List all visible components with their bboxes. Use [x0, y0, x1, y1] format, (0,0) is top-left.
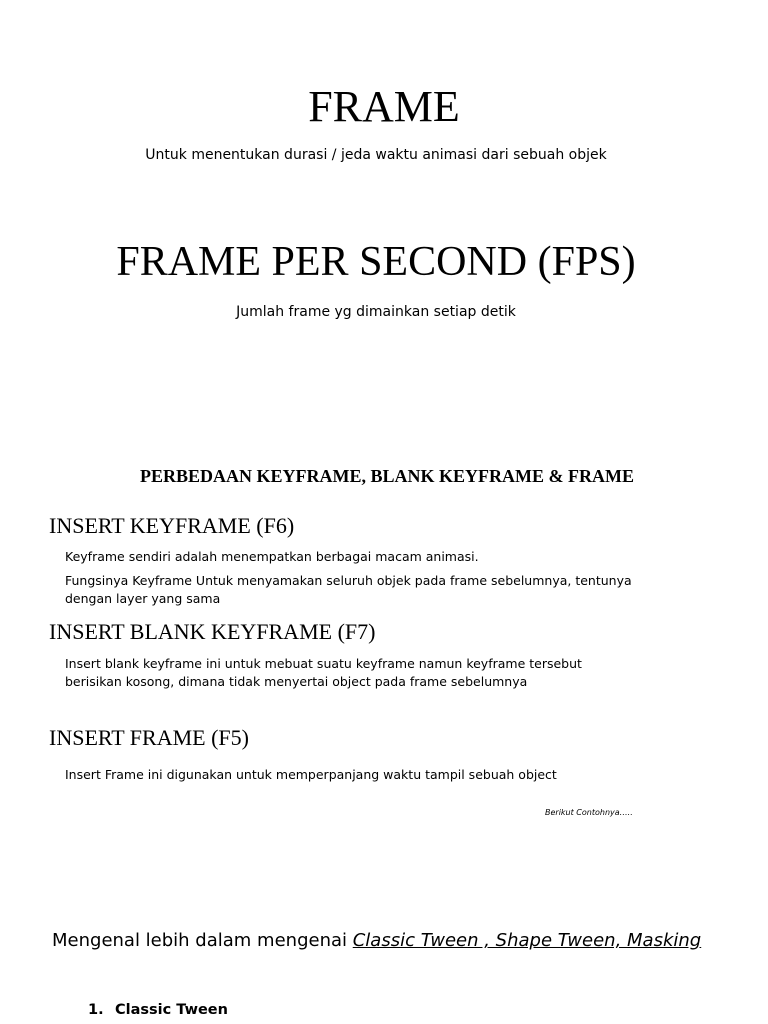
insert-frame-heading: INSERT FRAME (F5) — [49, 725, 249, 750]
insert-frame-line-1: Insert Frame ini digunakan untuk memperpanjang waktu tampil sebuah object — [65, 767, 557, 782]
insert-keyframe-line-3: dengan layer yang sama — [65, 591, 221, 606]
list-item — [88, 1000, 228, 1020]
list-item-number: 1. — [88, 1002, 104, 1018]
frame-title: FRAME — [308, 82, 460, 131]
intro-topics-link[interactable]: Classic Tween , Shape Tween, Masking — [352, 930, 702, 951]
fps-title: FRAME PER SECOND (FPS) — [116, 239, 636, 285]
intro-text: Mengenal lebih dalam mengenai — [52, 930, 353, 951]
insert-keyframe-line-2: Fungsinya Keyframe Untuk menyamakan seluruh objek pada frame sebelumnya, tentunya — [65, 573, 632, 588]
example-note: Berikut Contohnya….. — [545, 808, 633, 817]
insert-blank-keyframe-heading: INSERT BLANK KEYFRAME (F7) — [49, 619, 376, 644]
comparison-heading: PERBEDAAN KEYFRAME, BLANK KEYFRAME & FRAME — [140, 466, 634, 486]
insert-blank-keyframe-line-2: berisikan kosong, dimana tidak menyertai object pada frame sebelumnya — [65, 674, 528, 689]
insert-keyframe-heading: INSERT KEYFRAME (F6) — [49, 513, 295, 538]
insert-keyframe-line-1: Keyframe sendiri adalah menempatkan berbagai macam animasi. — [65, 549, 479, 564]
insert-blank-keyframe-line-1: Insert blank keyframe ini untuk mebuat suatu keyframe namun keyframe tersebut — [65, 656, 582, 671]
intro-paragraph — [52, 929, 701, 953]
list-item-label: Classic Tween — [115, 1002, 228, 1018]
frame-description: Untuk menentukan durasi / jeda waktu animasi dari sebuah objek — [145, 147, 607, 163]
fps-description: Jumlah frame yg dimainkan setiap detik — [236, 304, 516, 320]
